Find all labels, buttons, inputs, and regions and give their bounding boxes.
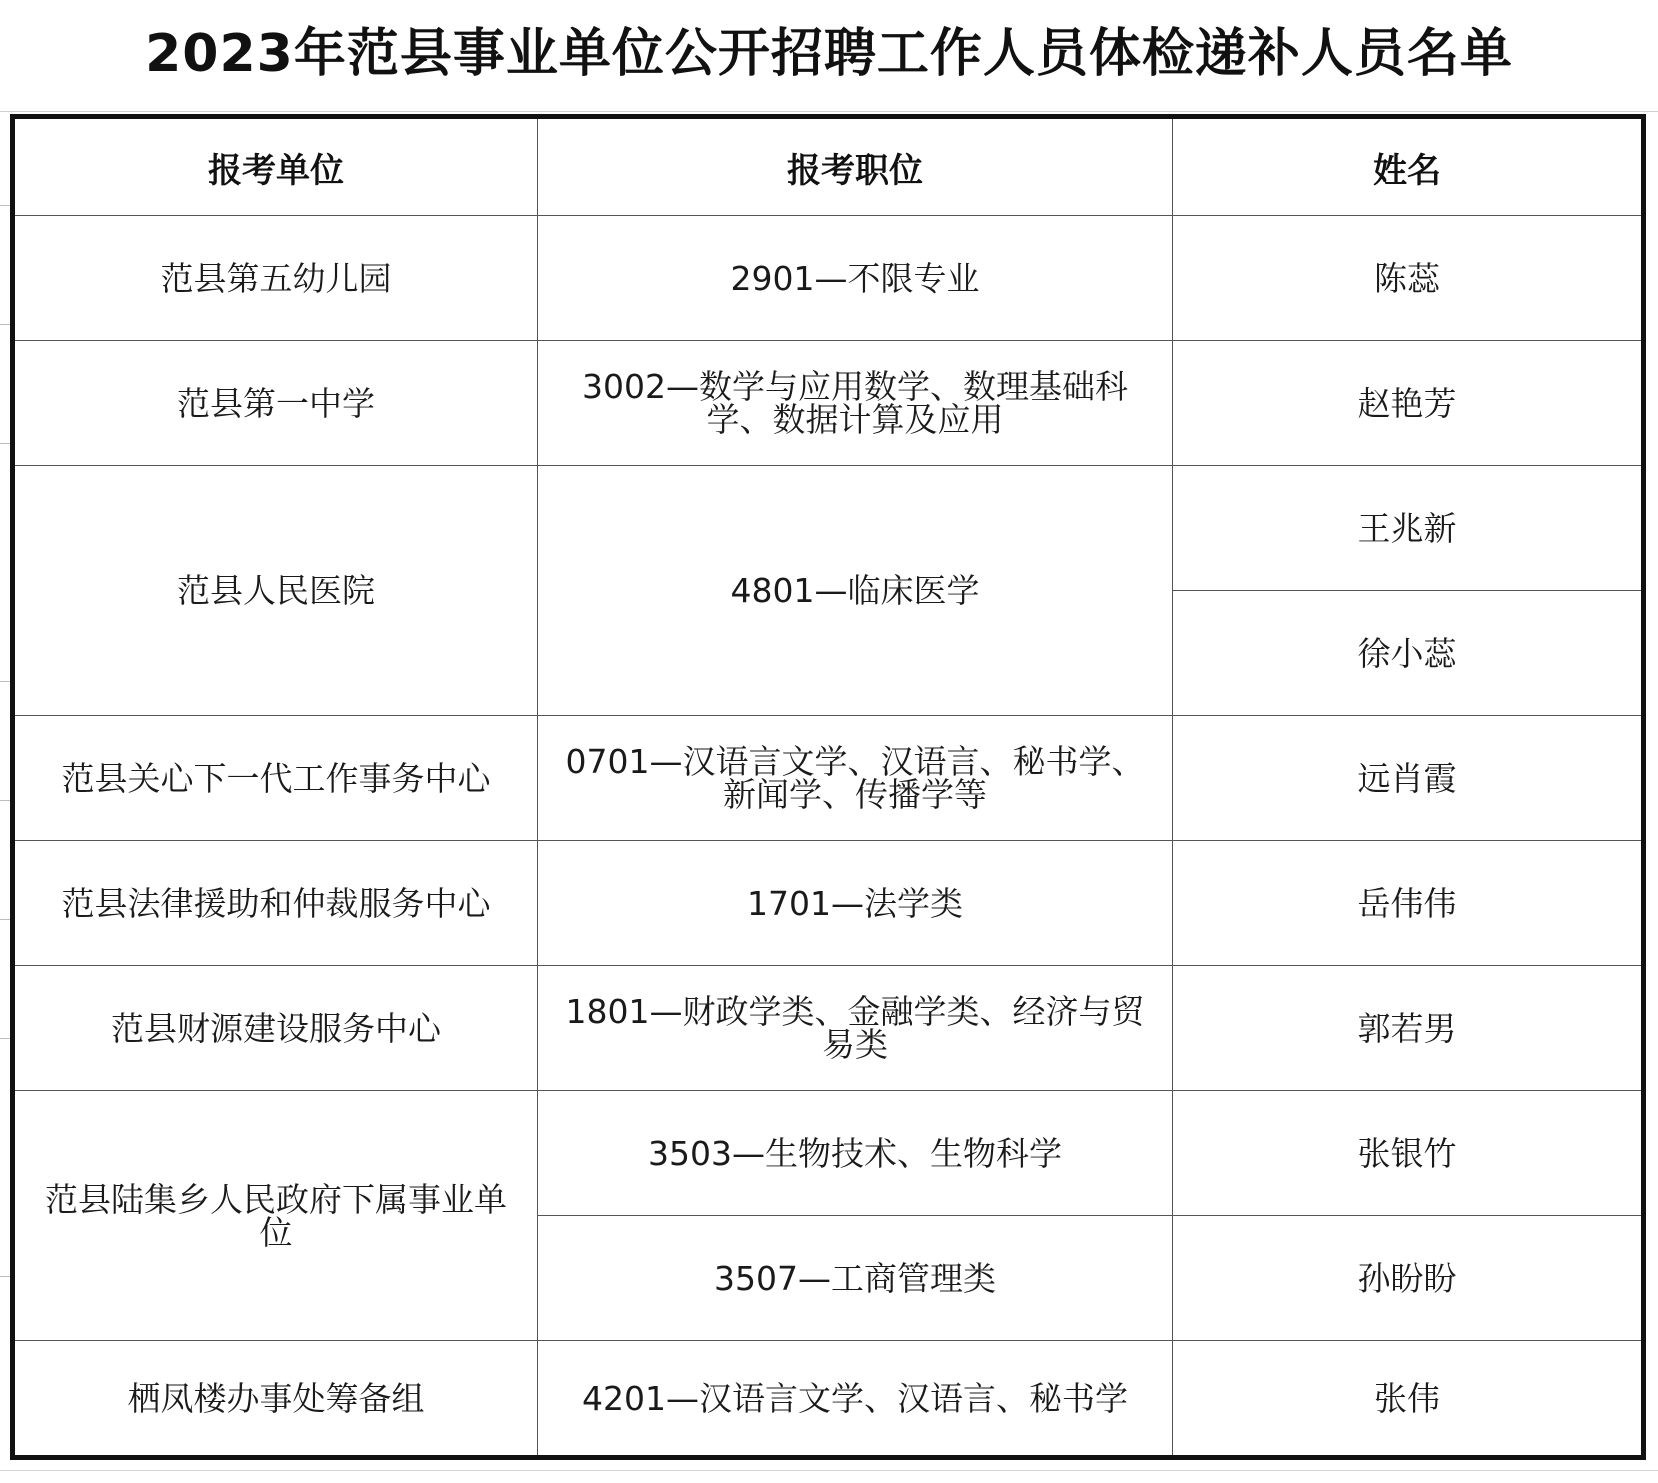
table-row bbox=[13, 716, 1644, 841]
cell-name: 徐小蕊 bbox=[1173, 591, 1644, 716]
header-unit: 报考单位 bbox=[13, 117, 538, 216]
row-tick bbox=[0, 919, 10, 920]
cell-name: 郭若男 bbox=[1173, 966, 1644, 1091]
row-tick bbox=[0, 324, 10, 325]
roster-table bbox=[10, 114, 1646, 1460]
row-tick bbox=[0, 205, 10, 206]
cell-position: 4801—临床医学 bbox=[538, 466, 1173, 716]
cell-unit: 范县财源建设服务中心 bbox=[13, 966, 538, 1091]
cell-unit: 范县第五幼儿园 bbox=[13, 216, 538, 341]
cell-unit: 范县关心下一代工作事务中心 bbox=[13, 716, 538, 841]
row-tick bbox=[0, 681, 10, 682]
header-name: 姓名 bbox=[1173, 117, 1644, 216]
cell-unit: 范县法律援助和仲裁服务中心 bbox=[13, 841, 538, 966]
table-row bbox=[13, 1341, 1644, 1458]
table-row bbox=[13, 1091, 1644, 1216]
cell-position: 0701—汉语言文学、汉语言、秘书学、新闻学、传播学等 bbox=[538, 716, 1173, 841]
page-title: 2023年范县事业单位公开招聘工作人员体检递补人员名单 bbox=[145, 24, 1513, 84]
cell-name: 张伟 bbox=[1173, 1341, 1644, 1458]
cell-unit: 范县陆集乡人民政府下属事业单位 bbox=[13, 1091, 538, 1341]
row-tick bbox=[0, 800, 10, 801]
cell-position: 1801—财政学类、金融学类、经济与贸易类 bbox=[538, 966, 1173, 1091]
cell-name: 赵艳芳 bbox=[1173, 341, 1644, 466]
left-row-ticks bbox=[0, 114, 10, 1466]
table-row bbox=[13, 466, 1644, 591]
table-header-row bbox=[13, 117, 1644, 216]
cell-name: 陈蕊 bbox=[1173, 216, 1644, 341]
cell-unit: 栖凤楼办事处筹备组 bbox=[13, 1341, 538, 1458]
sheet-gridline bbox=[0, 111, 1658, 112]
cell-unit: 范县第一中学 bbox=[13, 341, 538, 466]
table-row bbox=[13, 966, 1644, 1091]
row-tick bbox=[0, 443, 10, 444]
table-row bbox=[13, 341, 1644, 466]
cell-position: 4201—汉语言文学、汉语言、秘书学 bbox=[538, 1341, 1173, 1458]
table-row bbox=[13, 216, 1644, 341]
cell-position: 3507—工商管理类 bbox=[538, 1216, 1173, 1341]
cell-unit: 范县人民医院 bbox=[13, 466, 538, 716]
cell-position: 3002—数学与应用数学、数理基础科学、数据计算及应用 bbox=[538, 341, 1173, 466]
sheet-gridline bbox=[0, 1470, 1658, 1471]
cell-name: 张银竹 bbox=[1173, 1091, 1644, 1216]
cell-name: 岳伟伟 bbox=[1173, 841, 1644, 966]
cell-position: 3503—生物技术、生物科学 bbox=[538, 1091, 1173, 1216]
cell-name: 王兆新 bbox=[1173, 466, 1644, 591]
cell-name: 孙盼盼 bbox=[1173, 1216, 1644, 1341]
cell-position: 1701—法学类 bbox=[538, 841, 1173, 966]
row-tick bbox=[0, 1276, 10, 1277]
header-position: 报考职位 bbox=[538, 117, 1173, 216]
table-row bbox=[13, 841, 1644, 966]
cell-name: 远肖霞 bbox=[1173, 716, 1644, 841]
cell-position: 2901—不限专业 bbox=[538, 216, 1173, 341]
row-tick bbox=[0, 1038, 10, 1039]
